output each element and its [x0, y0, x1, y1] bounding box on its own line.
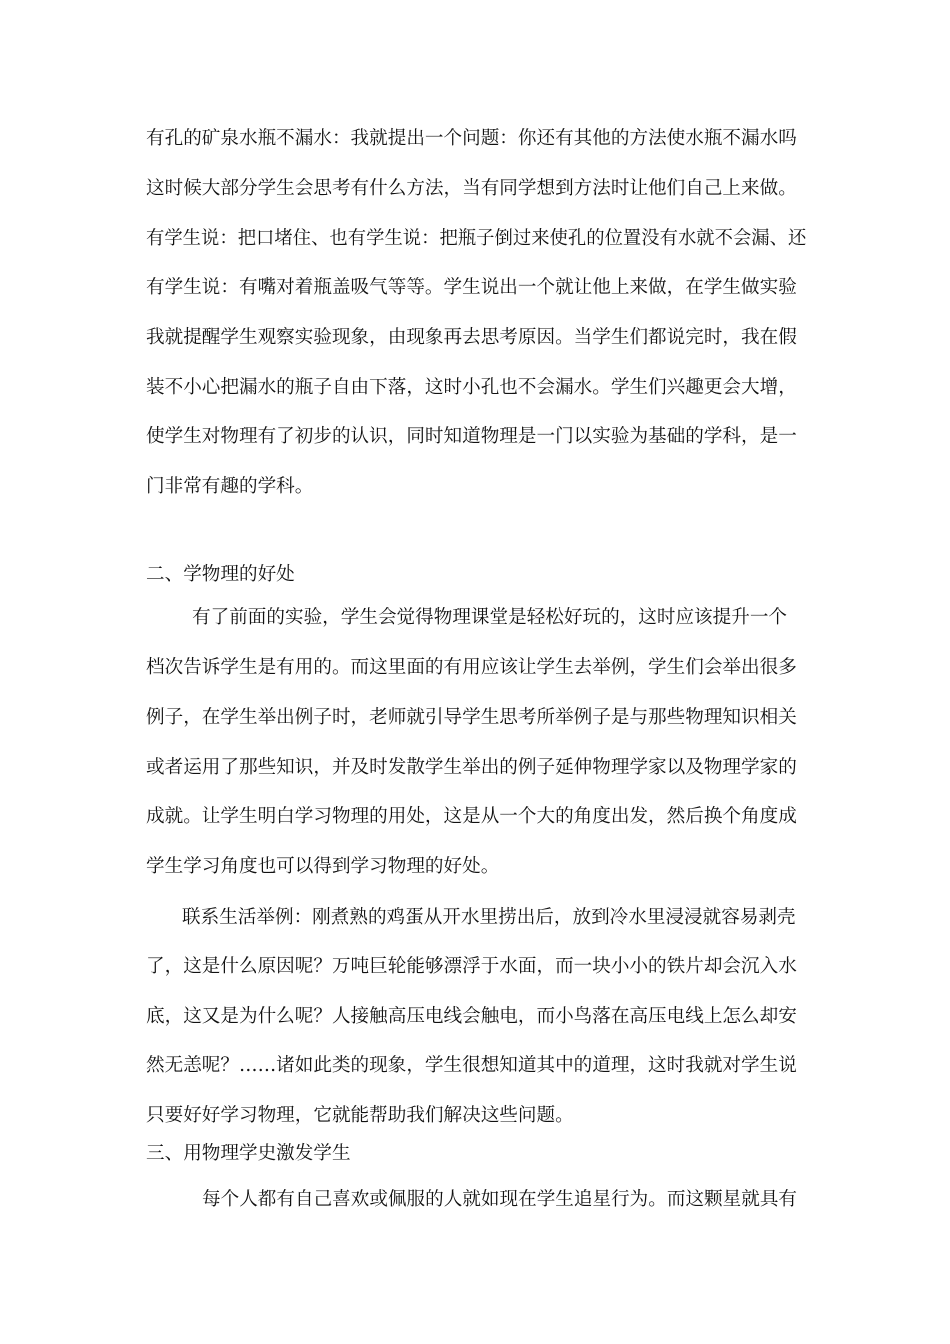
text-line: 底，这又是为什么呢？人接触高压电线会触电，而小鸟落在高压电线上怎么却安 [146, 1006, 797, 1027]
text-line: 有学生说：有嘴对着瓶盖吸气等等。学生说出一个就让他上来做，在学生做实验 [146, 277, 797, 298]
text-line: 档次告诉学生是有用的。而这里面的有用应该让学生去举例，学生们会举出很多 [146, 657, 797, 678]
text-line: 装不小心把漏水的瓶子自由下落，这时小孔也不会漏水。学生们兴趣更会大增， [146, 377, 797, 398]
text-line: 成就。让学生明白学习物理的用处，这是从一个大的角度出发，然后换个角度成 [146, 806, 797, 827]
text-line: 有学生说：把口堵住、也有学生说：把瓶子倒过来使孔的位置没有水就不会漏、还 [146, 228, 807, 249]
text-line: 每个人都有自己喜欢或佩服的人就如现在学生追星行为。而这颗星就具有 [202, 1189, 798, 1210]
text-line: 然无恙呢？……诸如此类的现象，学生很想知道其中的道理，这时我就对学生说 [146, 1055, 797, 1076]
text-line: 我就提醒学生观察实验现象，由现象再去思考原因。当学生们都说完时，我在假 [146, 327, 797, 348]
text-line: 门非常有趣的学科。 [146, 476, 314, 497]
section-heading: 三、用物理学史激发学生 [146, 1143, 351, 1164]
section-heading: 二、学物理的好处 [146, 564, 295, 585]
text-line: 或者运用了那些知识，并及时发散学生举出的例子延伸物理学家以及物理学家的 [146, 757, 797, 778]
text-line: 有孔的矿泉水瓶不漏水：我就提出一个问题：你还有其他的方法使水瓶不漏水吗 [146, 128, 797, 149]
text-line: 有了前面的实验，学生会觉得物理课堂是轻松好玩的，这时应该提升一个 [192, 607, 788, 628]
text-line: 例子，在学生举出例子时，老师就引导学生思考所举例子是与那些物理知识相关 [146, 707, 797, 728]
text-line: 学生学习角度也可以得到学习物理的好处。 [146, 856, 500, 877]
text-line: 使学生对物理有了初步的认识，同时知道物理是一门以实验为基础的学科，是一 [146, 426, 797, 447]
text-line: 只要好好学习物理，它就能帮助我们解决这些问题。 [146, 1105, 574, 1126]
text-line: 联系生活举例：刚煮熟的鸡蛋从开水里捞出后，放到冷水里浸浸就容易剥壳 [182, 907, 796, 928]
text-line: 这时候大部分学生会思考有什么方法，当有同学想到方法时让他们自己上来做。 [146, 178, 797, 199]
text-line: 了，这是什么原因呢？万吨巨轮能够漂浮于水面，而一块小小的铁片却会沉入水 [146, 956, 797, 977]
